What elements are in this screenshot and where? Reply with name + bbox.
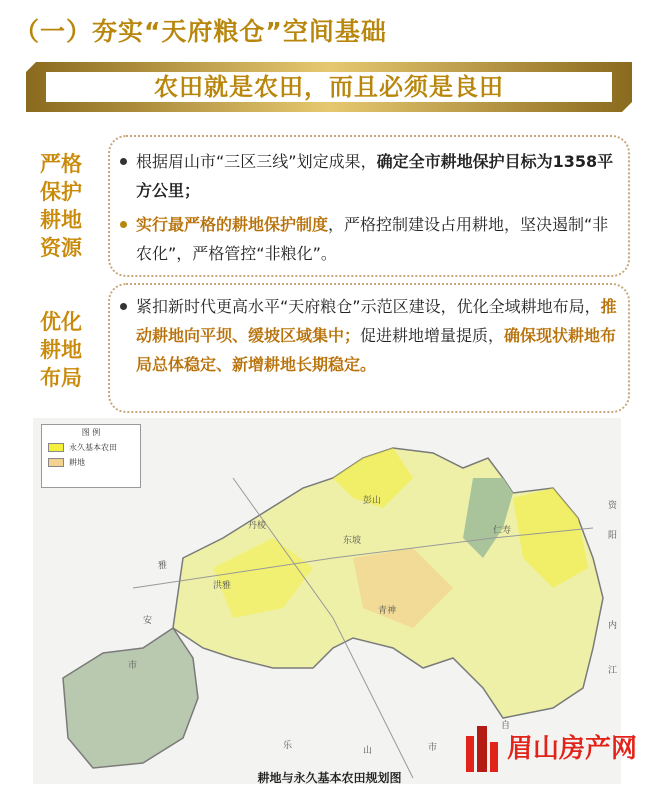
banner-text: 农田就是农田，而且必须是良田	[154, 73, 504, 101]
watermark-text: 眉山房产网	[507, 734, 638, 764]
map-place-label: 青神	[378, 606, 397, 616]
map-place-label: 阳	[608, 531, 618, 541]
map-place-label: 洪雅	[213, 581, 232, 591]
legend-item: 耕地	[48, 457, 140, 468]
map-place-label: 安	[143, 616, 153, 626]
map-place-label: 资	[608, 501, 618, 511]
map-place-label: 乐	[283, 741, 293, 751]
map-place-label: 东坡	[343, 536, 362, 546]
map-place-label: 雅	[158, 561, 168, 571]
map-place-label: 市	[428, 743, 438, 753]
block1-label: 严格保护耕地资源	[40, 152, 82, 260]
block1-item2: 实行最严格的耕地保护制度，严格控制建设占用耕地，坚决遏制“非农化”，严格管控“非粮化”。	[116, 210, 624, 268]
map-caption: 耕地与永久基本农田规划图	[257, 771, 402, 785]
block2-item1: 紧扣新时代更高水平“天府粮仓”示范区建设，优化全域耕地布局，推动耕地向平坝、缓坡区域集中；促进耕地增量提质，确保现状耕地布局总体稳定、新增耕地长期稳定。	[116, 292, 624, 379]
watermark-logo	[462, 722, 659, 772]
block1-item1: 根据眉山市“三区三线”划定成果，确定全市耕地保护目标为1358平方公里；	[116, 147, 624, 205]
map-place-label: 仁寿	[493, 526, 512, 536]
map-place-label: 江	[608, 666, 618, 676]
legend-swatch	[48, 458, 64, 467]
map-place-label: 彭山	[363, 496, 382, 506]
map-place-label: 自	[501, 721, 511, 731]
map-place-label: 市	[128, 661, 138, 671]
page-title: （一）夯实“天府粮仓”空间基础	[14, 17, 387, 46]
slogan-banner	[26, 62, 632, 112]
legend-swatch	[48, 443, 64, 452]
legend-item: 永久基本农田	[48, 442, 140, 453]
map-legend: 图 例 永久基本农田 耕地	[41, 424, 141, 488]
block2-label: 优化耕地布局	[40, 310, 82, 390]
map-place-label: 内	[608, 621, 618, 631]
map-place-label: 山	[363, 746, 373, 756]
map-place-label: 丹棱	[248, 521, 267, 531]
building-icon	[462, 722, 506, 772]
